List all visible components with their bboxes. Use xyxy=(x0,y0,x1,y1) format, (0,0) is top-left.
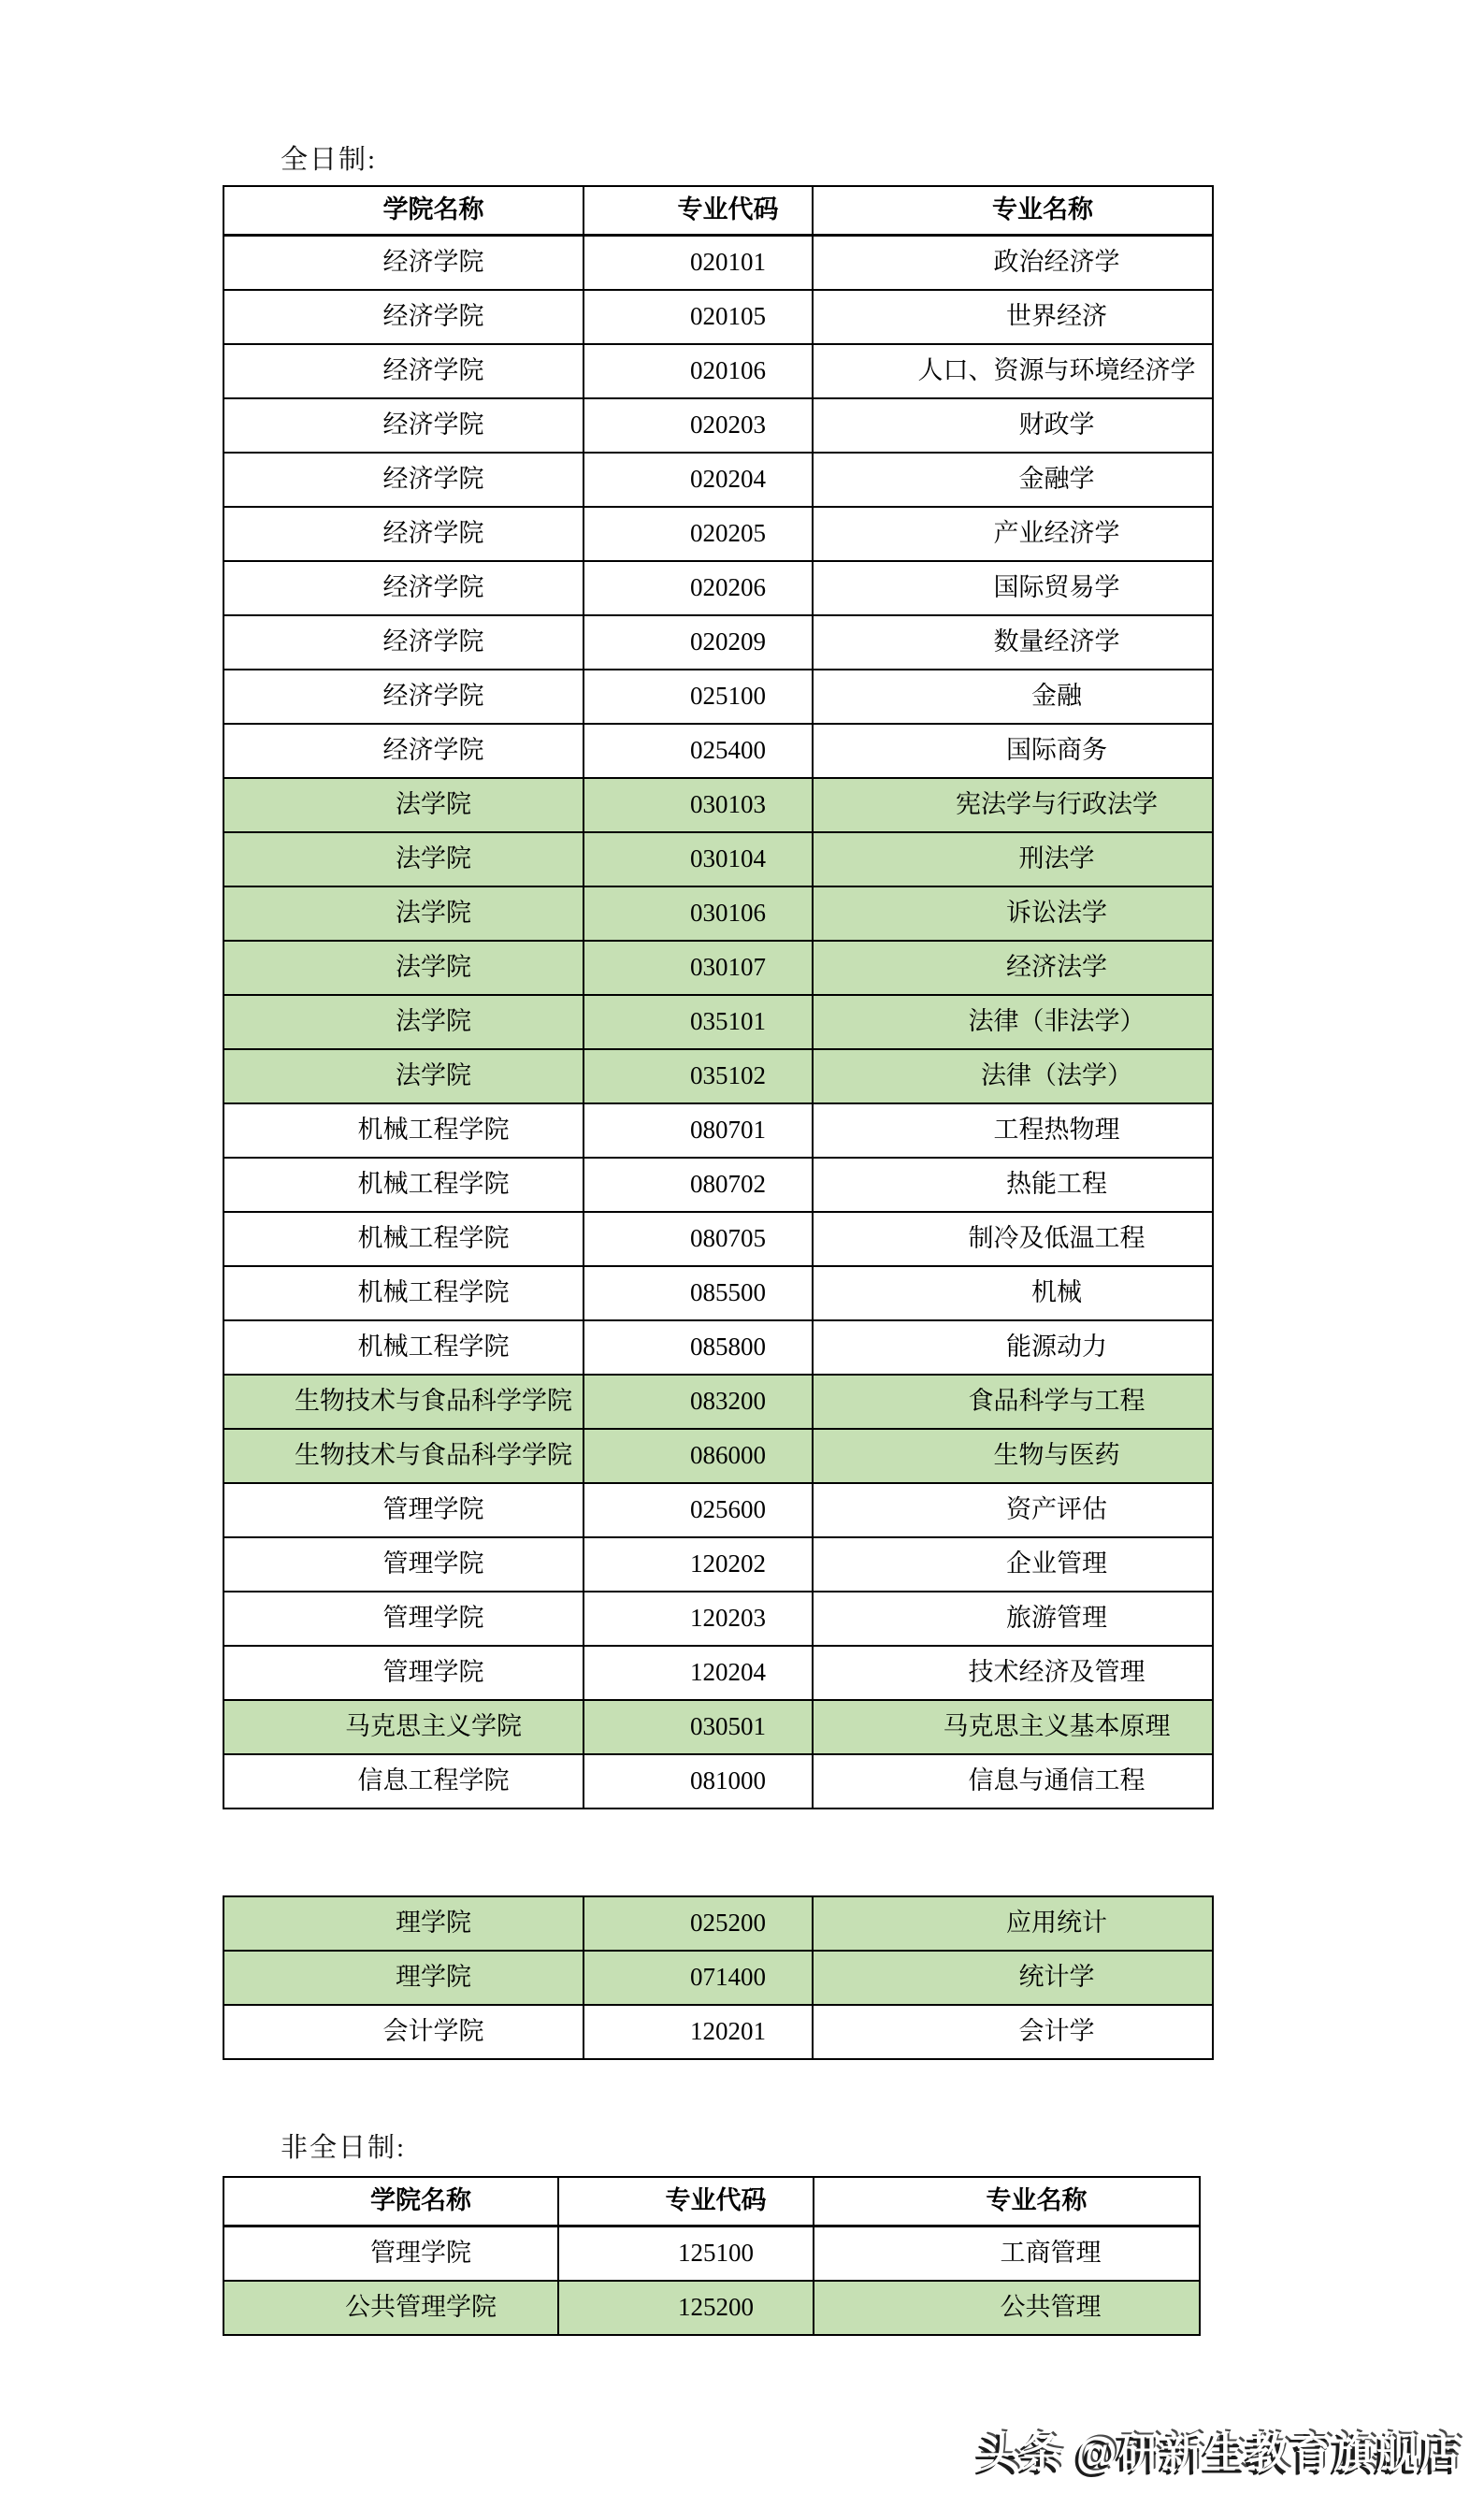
table-row xyxy=(223,1429,1213,1483)
table-row xyxy=(223,995,1213,1049)
code-cell: 035101 xyxy=(584,995,813,1049)
major-cell: 会计学 xyxy=(813,2005,1213,2059)
major-cell: 统计学 xyxy=(813,1951,1213,2005)
college-cell: 理学院 xyxy=(223,1951,584,2005)
code-cell: 083200 xyxy=(584,1375,813,1429)
column-header-code: 专业代码 xyxy=(558,2177,814,2226)
code-cell: 030106 xyxy=(584,886,813,941)
college-cell: 经济学院 xyxy=(223,236,584,291)
table-row xyxy=(223,1049,1213,1103)
major-cell: 能源动力 xyxy=(813,1320,1213,1375)
college-cell: 经济学院 xyxy=(223,561,584,615)
code-cell: 030501 xyxy=(584,1700,813,1754)
section-title-fulltime: 全日制: xyxy=(281,145,378,175)
fulltime-extra-table-body xyxy=(223,1896,1213,2059)
code-cell: 120202 xyxy=(584,1537,813,1592)
table-row xyxy=(223,1320,1213,1375)
table-row xyxy=(223,398,1213,453)
college-cell: 管理学院 xyxy=(223,2226,558,2282)
code-cell: 120203 xyxy=(584,1592,813,1646)
table-row xyxy=(223,1375,1213,1429)
code-cell: 025100 xyxy=(584,670,813,724)
college-cell: 马克思主义学院 xyxy=(223,1700,584,1754)
code-cell: 025200 xyxy=(584,1896,813,1951)
college-cell: 法学院 xyxy=(223,995,584,1049)
code-cell: 080701 xyxy=(584,1103,813,1158)
college-cell: 生物技术与食品科学学院 xyxy=(223,1429,584,1483)
major-cell: 旅游管理 xyxy=(813,1592,1213,1646)
major-cell: 工程热物理 xyxy=(813,1103,1213,1158)
table-row xyxy=(223,1483,1213,1537)
major-cell: 企业管理 xyxy=(813,1537,1213,1592)
major-cell: 工商管理 xyxy=(814,2226,1200,2282)
college-cell: 管理学院 xyxy=(223,1646,584,1700)
major-cell: 宪法学与行政法学 xyxy=(813,778,1213,832)
table-row xyxy=(223,453,1213,507)
major-cell: 刑法学 xyxy=(813,832,1213,886)
table-row xyxy=(223,1646,1213,1700)
major-cell: 热能工程 xyxy=(813,1158,1213,1212)
parttime-table-head xyxy=(223,2177,1200,2226)
major-cell: 技术经济及管理 xyxy=(813,1646,1213,1700)
table-row xyxy=(223,1537,1213,1592)
college-cell: 法学院 xyxy=(223,778,584,832)
code-cell: 035102 xyxy=(584,1049,813,1103)
college-cell: 经济学院 xyxy=(223,398,584,453)
code-cell: 030104 xyxy=(584,832,813,886)
column-header-college: 学院名称 xyxy=(223,186,584,236)
table-row xyxy=(223,1896,1213,1951)
fulltime-table-body xyxy=(223,236,1213,1809)
table-row xyxy=(223,778,1213,832)
major-cell: 应用统计 xyxy=(813,1896,1213,1951)
code-cell: 020105 xyxy=(584,290,813,344)
code-cell: 080705 xyxy=(584,1212,813,1266)
table-row xyxy=(223,344,1213,398)
column-header-major: 专业名称 xyxy=(814,2177,1200,2226)
table-row xyxy=(223,236,1213,291)
college-cell: 机械工程学院 xyxy=(223,1266,584,1320)
header-row xyxy=(223,2177,1200,2226)
major-cell: 公共管理 xyxy=(814,2281,1200,2335)
code-cell: 085500 xyxy=(584,1266,813,1320)
code-cell: 085800 xyxy=(584,1320,813,1375)
column-header-college: 学院名称 xyxy=(223,2177,558,2226)
major-cell: 马克思主义基本原理 xyxy=(813,1700,1213,1754)
major-cell: 资产评估 xyxy=(813,1483,1213,1537)
code-cell: 025600 xyxy=(584,1483,813,1537)
major-cell: 生物与医药 xyxy=(813,1429,1213,1483)
college-cell: 法学院 xyxy=(223,832,584,886)
college-cell: 信息工程学院 xyxy=(223,1754,584,1809)
code-cell: 071400 xyxy=(584,1951,813,2005)
major-cell: 国际贸易学 xyxy=(813,561,1213,615)
table-row xyxy=(223,941,1213,995)
major-cell: 人口、资源与环境经济学 xyxy=(813,344,1213,398)
college-cell: 管理学院 xyxy=(223,1483,584,1537)
code-cell: 020206 xyxy=(584,561,813,615)
code-cell: 025400 xyxy=(584,724,813,778)
table-row xyxy=(223,2226,1200,2282)
code-cell: 020106 xyxy=(584,344,813,398)
college-cell: 经济学院 xyxy=(223,507,584,561)
major-cell: 经济法学 xyxy=(813,941,1213,995)
college-cell: 机械工程学院 xyxy=(223,1158,584,1212)
table-row xyxy=(223,2005,1213,2059)
college-cell: 公共管理学院 xyxy=(223,2281,558,2335)
major-cell: 诉讼法学 xyxy=(813,886,1213,941)
toutiao-watermark: 头条 @研新生教育旗舰店 xyxy=(977,2428,1462,2476)
parttime-program-table xyxy=(223,2176,1201,2336)
college-cell: 会计学院 xyxy=(223,2005,584,2059)
parttime-table-body xyxy=(223,2226,1200,2336)
college-cell: 经济学院 xyxy=(223,670,584,724)
table-row xyxy=(223,1158,1213,1212)
major-cell: 政治经济学 xyxy=(813,236,1213,291)
table-row xyxy=(223,1754,1213,1809)
college-cell: 经济学院 xyxy=(223,344,584,398)
major-cell: 数量经济学 xyxy=(813,615,1213,670)
table-row xyxy=(223,1700,1213,1754)
section-title-parttime: 非全日制: xyxy=(281,2133,407,2163)
college-cell: 机械工程学院 xyxy=(223,1212,584,1266)
code-cell: 020205 xyxy=(584,507,813,561)
code-cell: 125100 xyxy=(558,2226,814,2282)
code-cell: 020204 xyxy=(584,453,813,507)
header-row xyxy=(223,186,1213,236)
fulltime-program-table xyxy=(223,185,1214,1809)
table-row xyxy=(223,724,1213,778)
major-cell: 制冷及低温工程 xyxy=(813,1212,1213,1266)
major-cell: 法律（法学） xyxy=(813,1049,1213,1103)
major-cell: 食品科学与工程 xyxy=(813,1375,1213,1429)
table-row xyxy=(223,1951,1213,2005)
code-cell: 125200 xyxy=(558,2281,814,2335)
major-cell: 信息与通信工程 xyxy=(813,1754,1213,1809)
table-row xyxy=(223,886,1213,941)
major-cell: 财政学 xyxy=(813,398,1213,453)
table-row xyxy=(223,1266,1213,1320)
column-header-major: 专业名称 xyxy=(813,186,1213,236)
table-row xyxy=(223,1592,1213,1646)
major-cell: 产业经济学 xyxy=(813,507,1213,561)
college-cell: 机械工程学院 xyxy=(223,1103,584,1158)
fulltime-extra-table xyxy=(223,1895,1214,2060)
code-cell: 086000 xyxy=(584,1429,813,1483)
college-cell: 法学院 xyxy=(223,941,584,995)
college-cell: 机械工程学院 xyxy=(223,1320,584,1375)
code-cell: 020203 xyxy=(584,398,813,453)
table-row xyxy=(223,670,1213,724)
major-cell: 世界经济 xyxy=(813,290,1213,344)
college-cell: 经济学院 xyxy=(223,290,584,344)
college-cell: 经济学院 xyxy=(223,453,584,507)
college-cell: 法学院 xyxy=(223,886,584,941)
table-row xyxy=(223,561,1213,615)
college-cell: 管理学院 xyxy=(223,1537,584,1592)
code-cell: 020209 xyxy=(584,615,813,670)
code-cell: 120201 xyxy=(584,2005,813,2059)
table-row xyxy=(223,615,1213,670)
code-cell: 080702 xyxy=(584,1158,813,1212)
table-row xyxy=(223,1103,1213,1158)
code-cell: 030107 xyxy=(584,941,813,995)
college-cell: 生物技术与食品科学学院 xyxy=(223,1375,584,1429)
table-row xyxy=(223,507,1213,561)
table-row xyxy=(223,832,1213,886)
table-row xyxy=(223,2281,1200,2335)
college-cell: 管理学院 xyxy=(223,1592,584,1646)
major-cell: 法律（非法学） xyxy=(813,995,1213,1049)
code-cell: 030103 xyxy=(584,778,813,832)
code-cell: 081000 xyxy=(584,1754,813,1809)
college-cell: 经济学院 xyxy=(223,615,584,670)
major-cell: 机械 xyxy=(813,1266,1213,1320)
college-cell: 经济学院 xyxy=(223,724,584,778)
code-cell: 120204 xyxy=(584,1646,813,1700)
major-cell: 国际商务 xyxy=(813,724,1213,778)
major-cell: 金融 xyxy=(813,670,1213,724)
column-header-code: 专业代码 xyxy=(584,186,813,236)
table-row xyxy=(223,1212,1213,1266)
fulltime-table-head xyxy=(223,186,1213,236)
college-cell: 理学院 xyxy=(223,1896,584,1951)
code-cell: 020101 xyxy=(584,236,813,291)
major-cell: 金融学 xyxy=(813,453,1213,507)
college-cell: 法学院 xyxy=(223,1049,584,1103)
table-row xyxy=(223,290,1213,344)
